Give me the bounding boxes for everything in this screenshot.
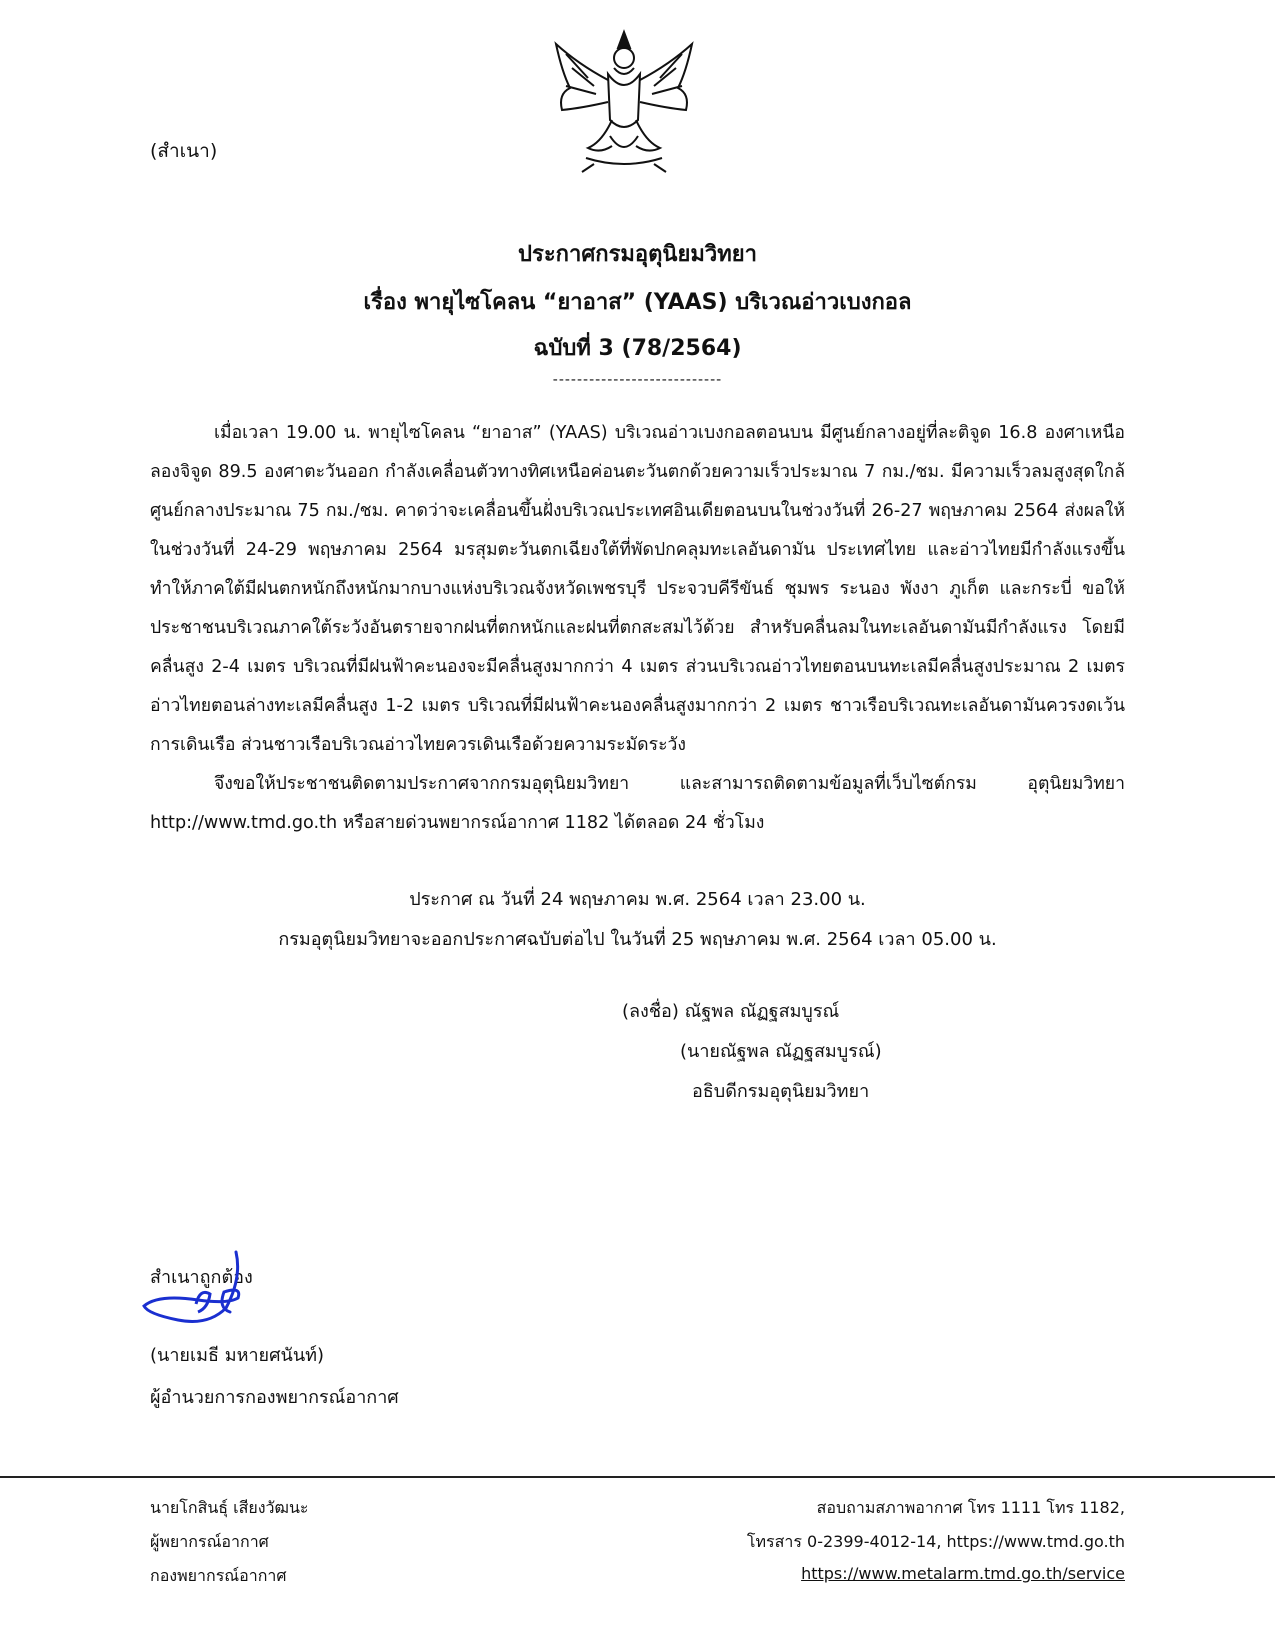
footer-divider: [0, 1476, 1275, 1478]
certifier-position: ผู้อำนวยการกองพยากรณ์อากาศ: [150, 1387, 399, 1408]
contact-phone: สอบถามสภาพอากาศ โทร 1111 โทร 1182,: [816, 1498, 1125, 1517]
garuda-emblem-icon: [548, 24, 700, 174]
body-paragraph: เมื่อเวลา 19.00 น. พายุไซโคลน “ยาอาส” (YAAS) บริเวณอ่าวเบงกอลตอนบน มีศูนย์กลางอยู่ที่ละติจูด 16.8 องศาเหนือ ลองจิจูด 89.5 องศาตะวันออก กำลังเคลื่อนตัวทางทิศเหนือค่อนตะวันตกด้วยความเร็วประมาณ 7 กม./ชม. มีความเร็วลมสูงสุดใกล้ศูนย์กลางประมาณ 75 กม./ชม. คาดว่าจะเคลื่อนขึ้นฝั่งบริเวณประเทศอินเดียตอนบนในช่วงวันที่ 26-27 พฤษภาคม 2564 ส่งผลให้ในช่วงวันที่ 24-29 พฤษภาคม 2564 มรสุมตะวันตกเฉียงใต้ที่พัดปกคลุมทะเลอันดามัน ประเทศไทย และอ่าวไทยมีกำลังแรงขึ้น ทำให้ภาคใต้มีฝนตกหนักถึงหนักมากบางแห่งบริเวณจังหวัดเพชรบุรี ประจวบคีรีขันธ์ ชุมพร ระนอง พังงา ภูเก็ต และกระบี่ ขอให้ประชาชนบริเวณภาคใต้ระวังอันตรายจากฝนที่ตกหนักและฝนที่ตกสะสมไว้ด้วย สำหรับคลื่นลมในทะเลอันดามันมีกำลังแรง โดยมีคลื่นสูง 2-4 เมตร บริเวณที่มีฝนฟ้าคะนองจะมีคลื่นสูงมากกว่า 4 เมตร ส่วนบริเวณอ่าวไทยตอนบนทะเลมีคลื่นสูงประมาณ 2 เมตร อ่าวไทยตอนล่างทะเลมีคลื่นสูง 1-2 เมตร บริเวณที่มีฝนฟ้าคะนองคลื่นสูงมากกว่า 2 เมตร ชาวเรือบริเวณทะเลอันดามันควรงดเว้นการเดินเรือ ส่วนชาวเรือบริเวณอ่าวไทยควรเดินเรือด้วยความระมัดระวัง: [150, 423, 1125, 755]
next-announcement: กรมอุตุนิยมวิทยาจะออกประกาศฉบับต่อไป ในวันที่ 25 พฤษภาคม พ.ศ. 2564 เวลา 05.00 น.: [278, 929, 997, 950]
announcement-body: [150, 414, 1125, 843]
body-paragraph: จึงขอให้ประชาชนติดตามประกาศจากกรมอุตุนิยมวิทยา และสามารถติดตามข้อมูลที่เว็บไซต์กรม อุตุนิยมวิทยา http://www.tmd.go.th หรือสายด่วนพยากรณ์อากาศ 1182 ได้ตลอด 24 ชั่วโมง: [150, 774, 1125, 833]
signatory-position: อธิบดีกรมอุตุนิยมวิทยา: [692, 1081, 870, 1102]
certifier-name: (นายเมธี มหายศนันท์): [150, 1345, 325, 1366]
title-divider: ----------------------------: [552, 372, 723, 388]
metalarm-link[interactable]: https://www.metalarm.tmd.go.th/service: [801, 1564, 1125, 1583]
announcement-issue: ฉบับที่ 3 (78/2564): [533, 336, 742, 361]
signatory-name: (นายณัฐพล ณัฏฐสมบูรณ์): [680, 1041, 882, 1062]
signature-line: (ลงชื่อ) ณัฐพล ณัฏฐสมบูรณ์: [622, 1001, 840, 1022]
contact-fax: โทรสาร 0-2399-4012-14, https://www.tmd.go.th: [746, 1532, 1125, 1551]
forecaster-division: กองพยากรณ์อากาศ: [150, 1566, 287, 1585]
forecaster-title: ผู้พยากรณ์อากาศ: [150, 1532, 269, 1551]
forecaster-name: นายโกสินธุ์ เสียงวัฒนะ: [150, 1498, 309, 1517]
announcement-subject: เรื่อง พายุไซโคลน “ยาอาส” (YAAS) บริเวณอ่าวเบงกอล: [363, 290, 912, 315]
handwritten-signature-icon: [138, 1248, 258, 1338]
announcement-title: ประกาศกรมอุตุนิยมวิทยา: [518, 242, 757, 267]
copy-mark: (สำเนา): [150, 140, 218, 162]
announce-date: ประกาศ ณ วันที่ 24 พฤษภาคม พ.ศ. 2564 เวลา 23.00 น.: [409, 889, 866, 910]
certified-copy-label: สำเนาถูกต้อง: [150, 1267, 253, 1288]
